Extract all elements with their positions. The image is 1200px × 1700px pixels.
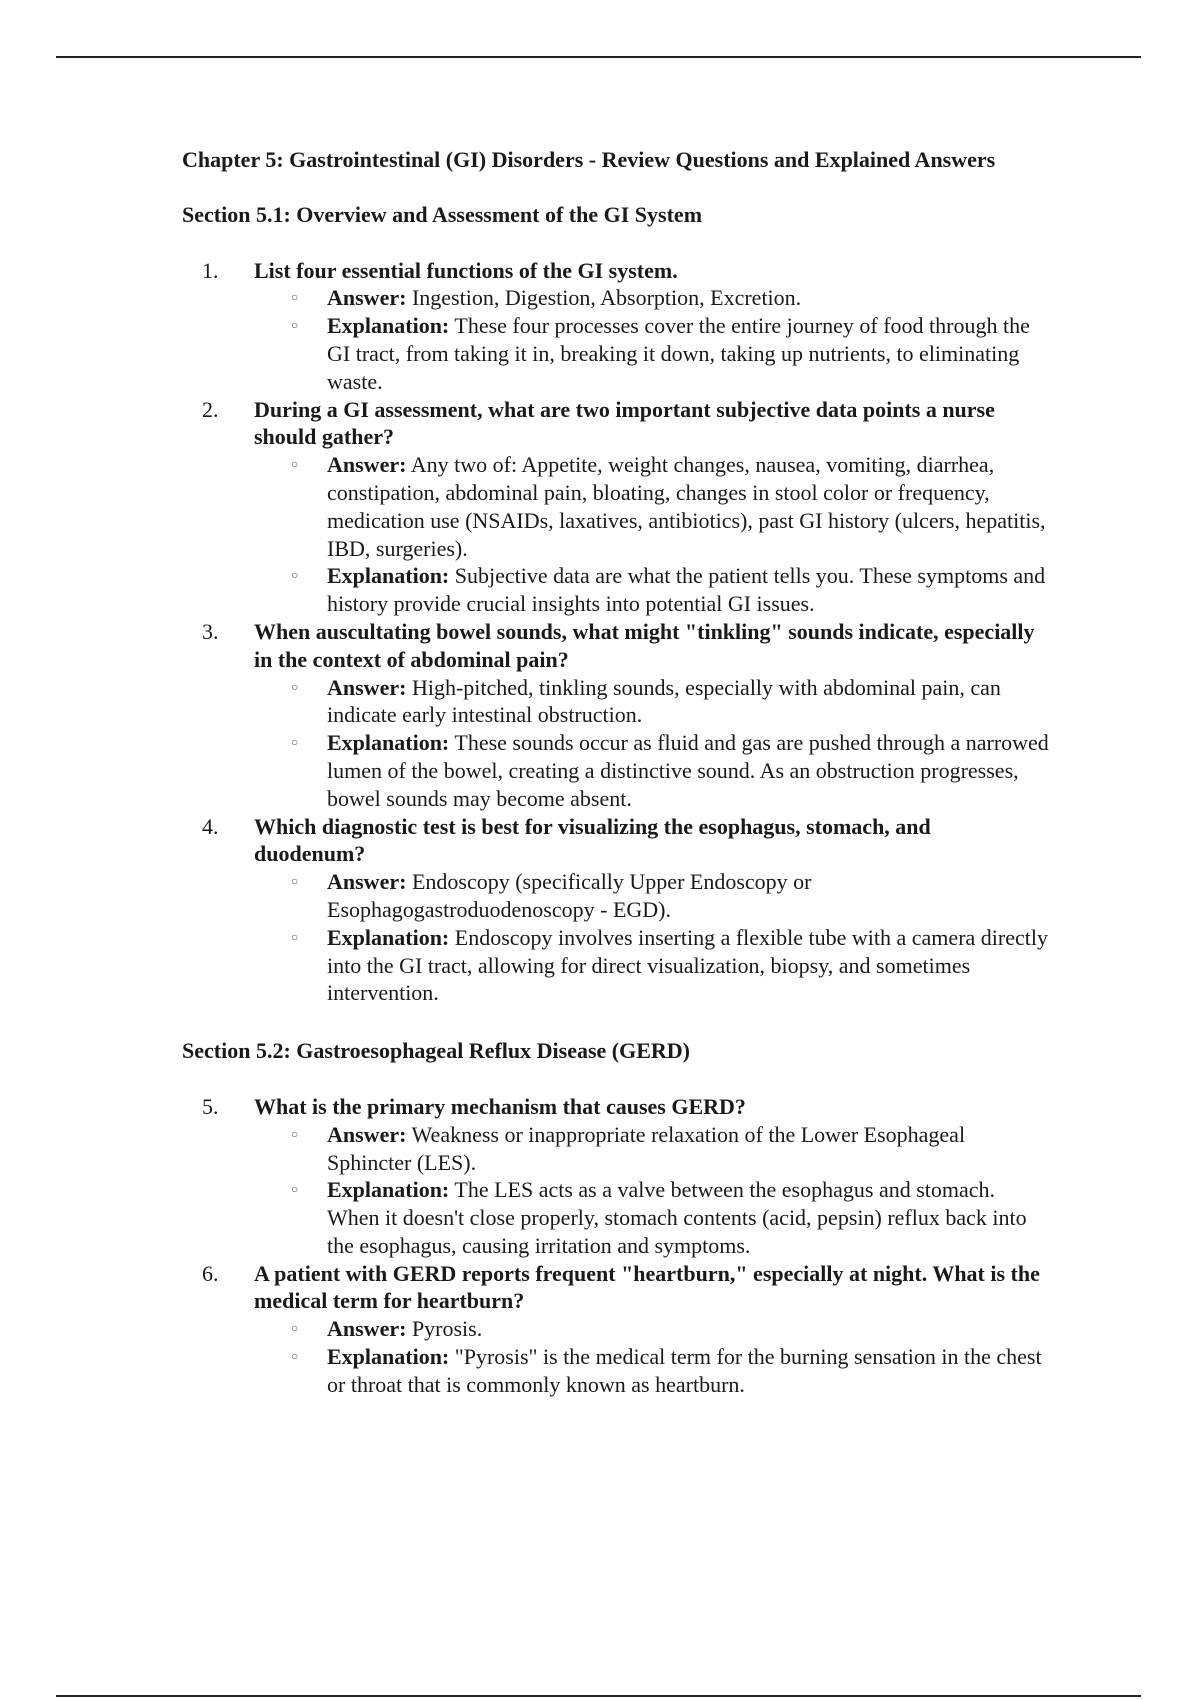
answer-label: Answer: [327,674,407,700]
question-number: 5. [202,1093,219,1119]
hollow-bullet-icon: ○ [291,679,299,694]
question-number: 2. [202,396,219,422]
answer-label: Answer: [327,1121,407,1147]
explanation-text: These four processes cover the entire journey of food through the GI tract, from taking it in, breaking it down, taking up nutrients, to eliminating waste. [327,313,1030,394]
hollow-bullet-icon: ○ [291,1126,299,1141]
explanation-label: Explanation: [327,730,450,756]
question-item [182,1093,1052,1260]
answer-item [254,1121,1052,1177]
answer-item [254,284,1052,312]
hollow-bullet-icon: ○ [291,568,299,583]
hollow-bullet-icon: ○ [291,874,299,889]
question-number: 6. [202,1260,219,1286]
explanation-label: Explanation: [327,1177,450,1203]
explanation-text: Subjective data are what the patient tells you. These symptoms and history provide crucial insights into potential GI issues. [327,563,1046,617]
explanation-label: Explanation: [327,1344,450,1370]
answer-label: Answer: [327,869,407,895]
explanation-item [254,1176,1052,1259]
question-item [182,813,1052,1008]
answer-list [254,284,1052,395]
question-item [182,1260,1052,1399]
question-item [182,257,1052,396]
answer-item [254,674,1052,730]
answer-text: Weakness or inappropriate relaxation of the Lower Esophageal Sphincter (LES). [327,1121,966,1175]
question-list [182,257,1052,1008]
explanation-item [254,729,1052,812]
answer-item [254,451,1052,562]
section-heading: Section 5.1: Overview and Assessment of the GI System [182,201,703,227]
bottom-rule [56,1695,1141,1697]
answer-list [254,674,1052,813]
top-rule [56,56,1141,58]
answer-list [254,1315,1052,1398]
hollow-bullet-icon: ○ [291,290,299,305]
question-text: List four essential functions of the GI system. [254,257,678,283]
question-item [182,396,1052,618]
answer-label: Answer: [327,452,407,478]
explanation-item [254,924,1052,1007]
question-list [182,1093,1052,1399]
question-text: When auscultating bowel sounds, what might "tinkling" sounds indicate, especially in the context of abdominal pain? [254,618,1035,672]
answer-text: Any two of: Appetite, weight changes, nausea, vomiting, diarrhea, constipation, abdominal pain, bloating, changes in stool color or frequency, medication use (NSAIDs, laxatives, antibiotics), past GI history (ulcers, hepatitis, IBD, surgeries). [327,452,1046,561]
hollow-bullet-icon: ○ [291,735,299,750]
hollow-bullet-icon: ○ [291,318,299,333]
hollow-bullet-icon: ○ [291,1349,299,1364]
explanation-label: Explanation: [327,924,450,950]
answer-list [254,1121,1052,1260]
answer-item [254,1315,1052,1343]
answer-text: Endoscopy (specifically Upper Endoscopy or Esophagogastroduodenoscopy - EGD). [327,869,812,922]
explanation-item [254,562,1052,618]
hollow-bullet-icon: ○ [291,1321,299,1336]
hollow-bullet-icon: ○ [291,1182,299,1197]
question-text: A patient with GERD reports frequent "heartburn," especially at night. What is the medical term for heartburn? [254,1260,1040,1314]
answer-text: Pyrosis. [411,1316,483,1342]
question-item [182,618,1052,813]
explanation-item [254,1343,1052,1399]
hollow-bullet-icon: ○ [291,929,299,944]
question-number: 3. [202,618,219,644]
answer-label: Answer: [327,285,407,311]
answer-list [254,451,1052,618]
hollow-bullet-icon: ○ [291,457,299,472]
section-heading: Section 5.2: Gastroesophageal Reflux Disease (GERD) [182,1038,690,1064]
answer-list [254,868,1052,1007]
explanation-text: These sounds occur as fluid and gas are pushed through a narrowed lumen of the bowel, creating a distinctive sound. As an obstruction progresses, bowel sounds may become absent. [327,730,1049,811]
document-body [182,146,1052,1399]
explanation-text: "Pyrosis" is the medical term for the burning sensation in the chest or throat that is commonly known as heartburn. [327,1344,1042,1397]
answer-text: Ingestion, Digestion, Absorption, Excretion. [411,285,802,311]
answer-text: High-pitched, tinkling sounds, especially with abdominal pain, can indicate early intestinal obstruction. [327,674,1001,728]
question-text: During a GI assessment, what are two important subjective data points a nurse should gather? [254,396,995,450]
explanation-text: Endoscopy involves inserting a flexible tube with a camera directly into the GI tract, allowing for direct visualization, biopsy, and sometimes intervention. [327,924,1048,1006]
answer-item [254,868,1052,924]
chapter-title: Chapter 5: Gastrointestinal (GI) Disorders - Review Questions and Explained Answers [182,147,996,172]
explanation-label: Explanation: [327,563,450,589]
explanation-text: The LES acts as a valve between the esophagus and stomach. When it doesn't close properly, stomach contents (acid, pepsin) reflux back into the esophagus, causing irritation and symptoms. [327,1177,1027,1258]
explanation-item [254,312,1052,395]
question-number: 1. [202,257,219,283]
question-text: What is the primary mechanism that causes GERD? [254,1093,746,1119]
explanation-label: Explanation: [327,313,450,339]
question-number: 4. [202,813,219,839]
question-text: Which diagnostic test is best for visualizing the esophagus, stomach, and duodenum? [254,813,931,867]
answer-label: Answer: [327,1316,407,1342]
